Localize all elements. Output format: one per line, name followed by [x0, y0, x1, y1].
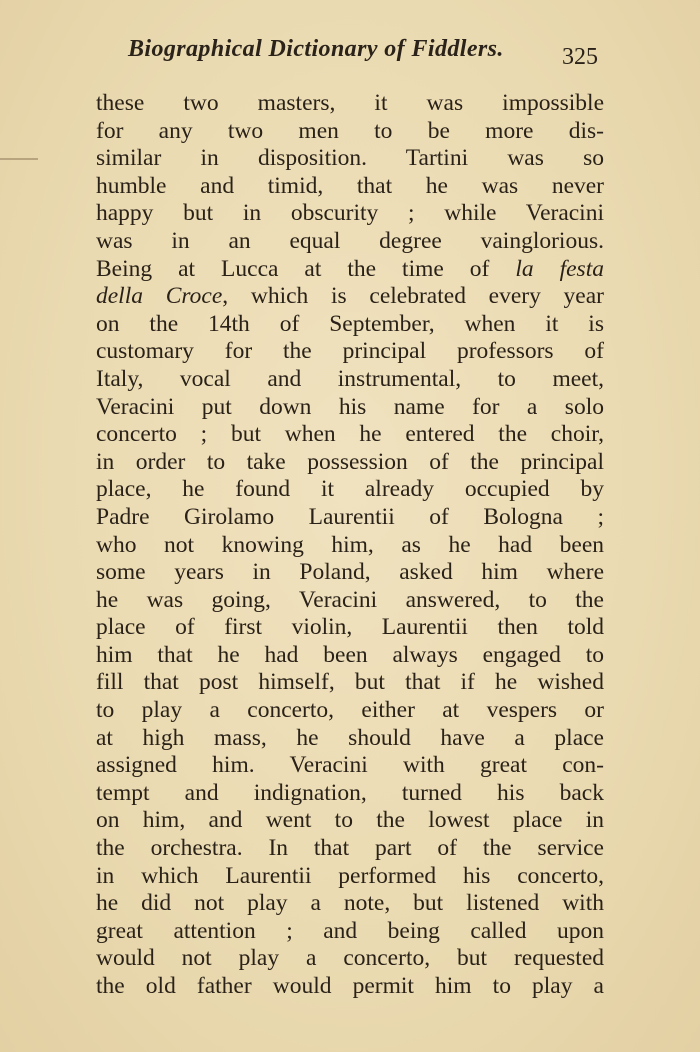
text-line: customary for the principal professors of: [96, 338, 604, 365]
text-line: some years in Poland, asked him where: [96, 559, 604, 586]
text-line: would not play a concerto, but requested: [96, 945, 604, 972]
text-line: was in an equal degree vainglorious.: [96, 227, 604, 254]
text-line: similar in disposition. Tartini was so: [96, 145, 604, 172]
italic-phrase: la festa: [515, 255, 604, 282]
text-line: who not knowing him, as he had been: [96, 531, 604, 558]
text-line: Veracini put down his name for a solo: [96, 393, 604, 420]
page-header: [0, 36, 700, 76]
text-line: place, he found it already occupied by: [96, 476, 604, 503]
text-line: Being at Lucca at the time of la festa: [96, 255, 604, 282]
margin-mark: [0, 158, 38, 160]
text-line: concerto ; but when he entered the choir,: [96, 421, 604, 448]
text-line: the orchestra. In that part of the service: [96, 835, 604, 862]
text-line: in which Laurentii performed his concerto,: [96, 862, 604, 889]
text-line: he was going, Veracini answered, to the: [96, 586, 604, 613]
text-line: della Croce, which is celebrated every year: [96, 283, 604, 310]
running-head: Biographical Dictionary of Fiddlers.: [128, 36, 504, 62]
text-line: happy but in obscurity ; while Veracini: [96, 200, 604, 227]
text-line: him that he had been always engaged to: [96, 641, 604, 668]
text-line: humble and timid, that he was never: [96, 172, 604, 199]
text-line: Padre Girolamo Laurentii of Bologna ;: [96, 503, 604, 530]
text-line: these two masters, it was impossible: [96, 90, 604, 116]
text-line: at high mass, he should have a place: [96, 724, 604, 751]
text-line: he did not play a note, but listened with: [96, 890, 604, 917]
body-text: [96, 90, 604, 1001]
page-number: 325: [562, 44, 598, 70]
text-line: great attention ; and being called upon: [96, 917, 604, 944]
italic-phrase: della Croce: [96, 283, 223, 310]
text-line: in order to take possession of the principal: [96, 448, 604, 475]
text-line: the old father would permit him to play a: [96, 973, 604, 999]
text-line: fill that post himself, but that if he wished: [96, 669, 604, 696]
text-line: for any two men to be more dis-: [96, 117, 604, 144]
text-line: on the 14th of September, when it is: [96, 310, 604, 337]
text-line: place of first violin, Laurentii then told: [96, 614, 604, 641]
text-line: on him, and went to the lowest place in: [96, 807, 604, 834]
text-line: tempt and indignation, turned his back: [96, 779, 604, 806]
text-line: Italy, vocal and instrumental, to meet,: [96, 365, 604, 392]
text-line: assigned him. Veracini with great con-: [96, 752, 604, 779]
text-line: to play a concerto, either at vespers or: [96, 697, 604, 724]
